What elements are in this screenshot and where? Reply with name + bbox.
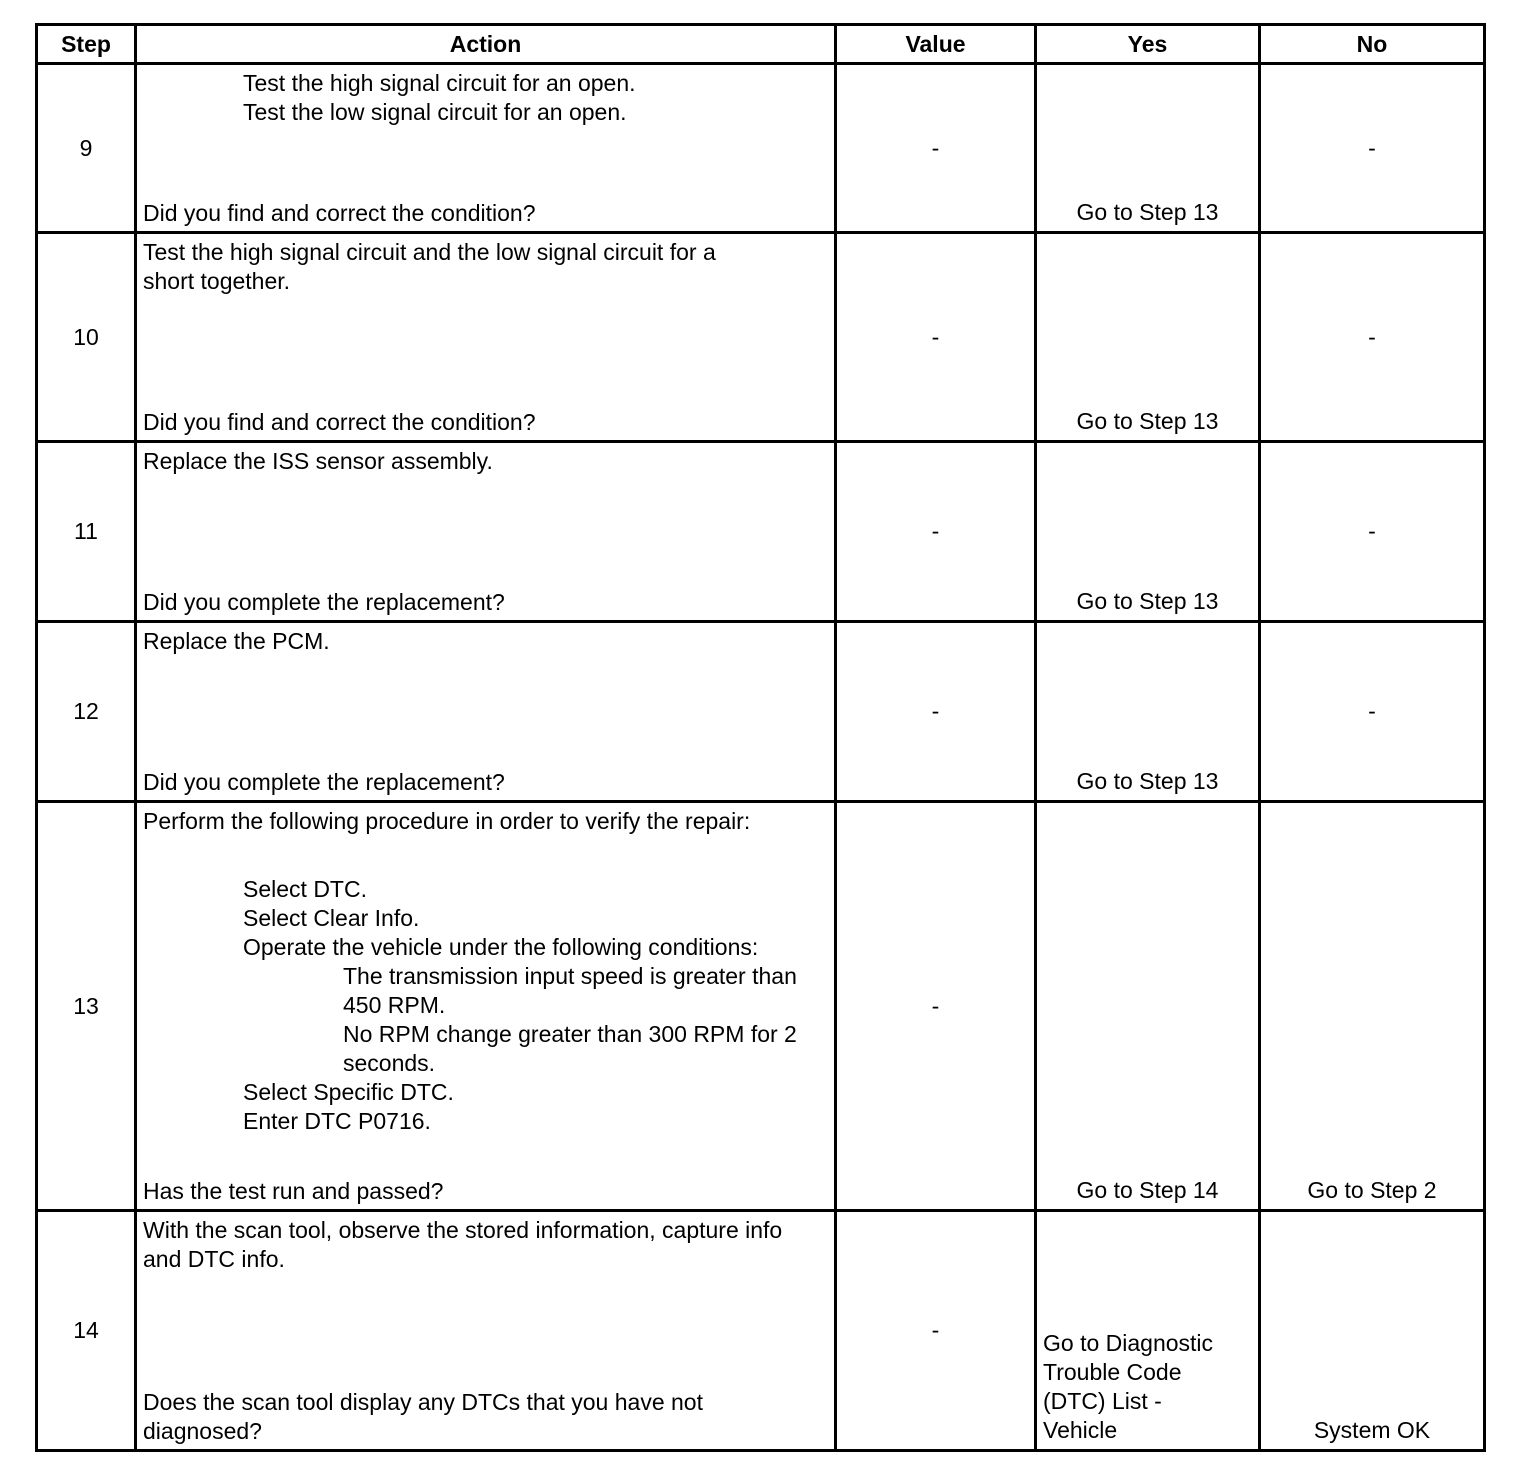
yes-cell: Go to Step 13	[1036, 233, 1260, 442]
action-question: Did you complete the replacement?	[143, 589, 505, 615]
value-cell: -	[836, 802, 1036, 1211]
action-line: With the scan tool, observe the stored information, capture info and DTC info.	[143, 1217, 783, 1272]
action-line: Test the high signal circuit and the low signal circuit for a short together.	[143, 239, 716, 294]
yes-cell: Go to Step 13	[1036, 442, 1260, 622]
action-line: Enter DTC P0716.	[243, 1108, 431, 1134]
value-cell: -	[836, 64, 1036, 233]
yes-cell: Go to Step 13	[1036, 64, 1260, 233]
value-cell: -	[836, 233, 1036, 442]
step-number: 10	[37, 233, 136, 442]
table-row	[37, 233, 1485, 442]
step-number: 9	[37, 64, 136, 233]
value-cell: -	[836, 1211, 1036, 1451]
action-question: Does the scan tool display any DTCs that you have not diagnosed?	[143, 1389, 703, 1444]
header-yes: Yes	[1036, 25, 1260, 64]
action-line: No RPM change greater than 300 RPM for 2 seconds.	[343, 1021, 797, 1076]
table-row	[37, 1211, 1485, 1451]
table-row	[37, 64, 1485, 233]
action-line: Select Specific DTC.	[243, 1079, 454, 1105]
table-row	[37, 622, 1485, 802]
header-action: Action	[136, 25, 836, 64]
yes-cell: Go to Step 14	[1036, 802, 1260, 1211]
action-line: The transmission input speed is greater than 450 RPM.	[343, 963, 797, 1018]
value-cell: -	[836, 622, 1036, 802]
action-question: Did you find and correct the condition?	[143, 200, 536, 226]
step-number: 12	[37, 622, 136, 802]
step-number: 13	[37, 802, 136, 1211]
action-question: Has the test run and passed?	[143, 1178, 444, 1204]
header-row	[37, 25, 1485, 64]
action-line: Operate the vehicle under the following conditions:	[243, 934, 759, 960]
action-question: Did you complete the replacement?	[143, 769, 505, 795]
action-line: Select Clear Info.	[243, 905, 420, 931]
table-row	[37, 802, 1485, 1211]
table-row	[37, 442, 1485, 622]
action-cell	[136, 802, 836, 1211]
action-line: Replace the PCM.	[143, 628, 330, 654]
no-cell: -	[1260, 64, 1485, 233]
diagnostic-table	[35, 23, 1486, 1452]
action-cell	[136, 1211, 836, 1451]
action-question: Did you find and correct the condition?	[143, 409, 536, 435]
yes-cell: Go to Step 13	[1036, 622, 1260, 802]
action-line: Test the low signal circuit for an open.	[243, 99, 627, 125]
action-cell	[136, 442, 836, 622]
no-cell: -	[1260, 622, 1485, 802]
header-step: Step	[37, 25, 136, 64]
step-number: 14	[37, 1211, 136, 1451]
no-cell: -	[1260, 233, 1485, 442]
action-line: Select DTC.	[243, 876, 367, 902]
action-cell	[136, 64, 836, 233]
no-cell: -	[1260, 442, 1485, 622]
action-line: Test the high signal circuit for an open.	[243, 70, 636, 96]
step-number: 11	[37, 442, 136, 622]
action-cell	[136, 622, 836, 802]
action-cell	[136, 233, 836, 442]
value-cell: -	[836, 442, 1036, 622]
no-cell: System OK	[1260, 1211, 1485, 1451]
yes-cell: Go to Diagnostic Trouble Code (DTC) List - Vehicle	[1036, 1211, 1260, 1451]
action-intro: Perform the following procedure in order to verify the repair:	[143, 808, 751, 834]
action-line: Replace the ISS sensor assembly.	[143, 448, 493, 474]
header-no: No	[1260, 25, 1485, 64]
no-cell: Go to Step 2	[1260, 802, 1485, 1211]
header-value: Value	[836, 25, 1036, 64]
